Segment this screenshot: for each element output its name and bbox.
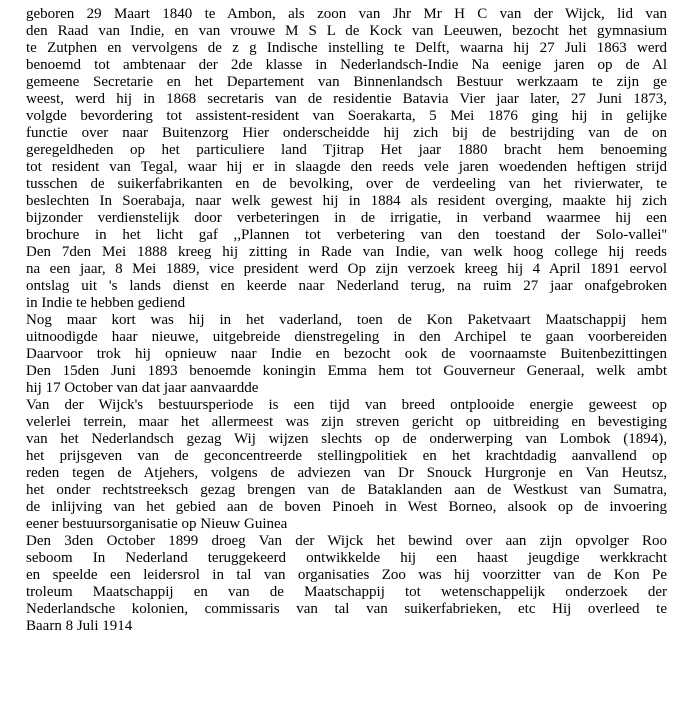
text-line: Van der Wijck's bestuursperiode is een tijd van breed ontplooide energie geweest op: [26, 397, 667, 413]
text-line: hij 17 October van dat jaar aanvaardde: [26, 380, 259, 396]
text-line: benoemd tot ambtenaar der 2de klasse in Nederlandsch-Indie Na eenige jaren op de Al: [26, 57, 667, 73]
text-line: Baarn 8 Juli 1914: [26, 618, 133, 634]
text-line: Daarvoor trok hij opnieuw naar Indie en bezocht ook de voornaamste Buitenbezittingen: [26, 346, 667, 362]
text-line: bijzonder verdienstelijk door verbeteringen in de irrigatie, in verband waarmee hij een: [26, 210, 667, 226]
text-line: het onder rechtstreeksch gezag brengen van de Bataklanden aan de Westkust van Sumatra,: [26, 482, 667, 498]
text-line: geregeldheden op het particuliere land Tjitrap Het jaar 1880 bracht hem benoeming: [26, 142, 667, 158]
text-line: te Zutphen en vervolgens de z g Indische instelling te Delft, waarna hij 27 Juli 1863 werd: [26, 40, 667, 56]
text-line: Den 3den October 1899 droeg Van der Wijck het bewind over aan zijn opvolger Roo: [26, 533, 667, 549]
text-line: na een jaar, 8 Mei 1889, vice president werd Op zijn verzoek kreeg hij 4 April 1891 eervol: [26, 261, 667, 277]
text-line: gemeene Secretarie en het Departement van Binnenlandsch Bestuur werkzaam te zijn ge: [26, 74, 667, 90]
biography-text: [26, 6, 667, 635]
text-line: Nederlandsche kolonien, commissaris van tal van suikerfabrieken, etc Hij overleed te: [26, 601, 667, 617]
text-line: eener bestuursorganisatie op Nieuw Guinea: [26, 516, 288, 532]
text-line: reden tegen de Atjehers, volgens de adviezen van Dr Snouck Hurgronje en Van Heutsz,: [26, 465, 667, 481]
text-line: van het Nederlandsch gezag Wij wijzen slechts op de onderwerping van Lombok (1894),: [26, 431, 667, 447]
text-line: functie over naar Buitenzorg Hier onderscheidde hij zich bij de bestrijding van de on: [26, 125, 667, 141]
text-line: het prijsgeven van de geconcentreerde stellingpolitiek en het krachtdadig aanvallend op: [26, 448, 667, 464]
paragraph-return-and-appointment: [26, 312, 667, 397]
paragraph-later-life: [26, 533, 667, 635]
text-line: seboom In Nederland teruggekeerd ontwikkelde hij een haast jeugdige werkkracht: [26, 550, 667, 566]
text-line: troleum Maatschappij en van de Maatschappij tot wetenschappelijk onderzoek der: [26, 584, 667, 600]
text-line: beslechten In Soerabaja, naar welk gewest hij in 1884 als resident overging, maakte hij zich: [26, 193, 667, 209]
text-line: Den 15den Juni 1893 benoemde koningin Emma hem tot Gouverneur Generaal, welk ambt: [26, 363, 667, 379]
text-line: ontslag uit 's lands dienst en keerde naar Nederland terug, na ruim 27 jaar onafgebroken: [26, 278, 667, 294]
paragraph-governorship: [26, 397, 667, 533]
text-line: Den 7den Mei 1888 kreeg hij zitting in Rade van Indie, van welk hoog college hij reeds: [26, 244, 667, 260]
text-line: den Raad van Indie, en van vrouwe M S L de Kock van Leeuwen, bezocht het gymnasium: [26, 23, 667, 39]
text-line: velerlei terrein, maar het allermeest was zijn streven gericht op uitbreiding en bevestiging: [26, 414, 667, 430]
paragraph-career-in-indies: [26, 6, 667, 312]
text-line: in Indie te hebben gediend: [26, 295, 186, 311]
text-line: brochure in het licht gaf ,,Plannen tot verbetering van den toestand der Solo-vallei'': [26, 227, 667, 243]
text-line: tot resident van Tegal, waar hij er in slaagde den reeds vele jaren woedenden heftigen strijd: [26, 159, 667, 175]
text-line: weest, werd hij in 1868 secretaris van de residentie Batavia Vier jaar later, 27 Juni 1873,: [26, 91, 667, 107]
text-line: Nog maar kort was hij in het vaderland, toen de Kon Paketvaart Maatschappij hem: [26, 312, 667, 328]
text-line: uitnoodigde haar nieuwe, uitgebreide dienstregeling in den Archipel te gaan voorbereiden: [26, 329, 667, 345]
text-line: de inlijving van het gebied aan de boven Pinoeh in West Borneo, alsook op de invoering: [26, 499, 667, 515]
text-line: tusschen de suikerfabrikanten en de bevolking, over de verdeeling van het rivierwater, te: [26, 176, 667, 192]
text-line: geboren 29 Maart 1840 te Ambon, als zoon van Jhr Mr H C van der Wijck, lid van: [26, 6, 667, 22]
text-line: volgde bevordering tot assistent-resident van Soerakarta, 5 Mei 1876 ging hij in gelijke: [26, 108, 667, 124]
text-line: en speelde een leidersrol in tal van organisaties Zoo was hij voorzitter van de Kon Pe: [26, 567, 667, 583]
